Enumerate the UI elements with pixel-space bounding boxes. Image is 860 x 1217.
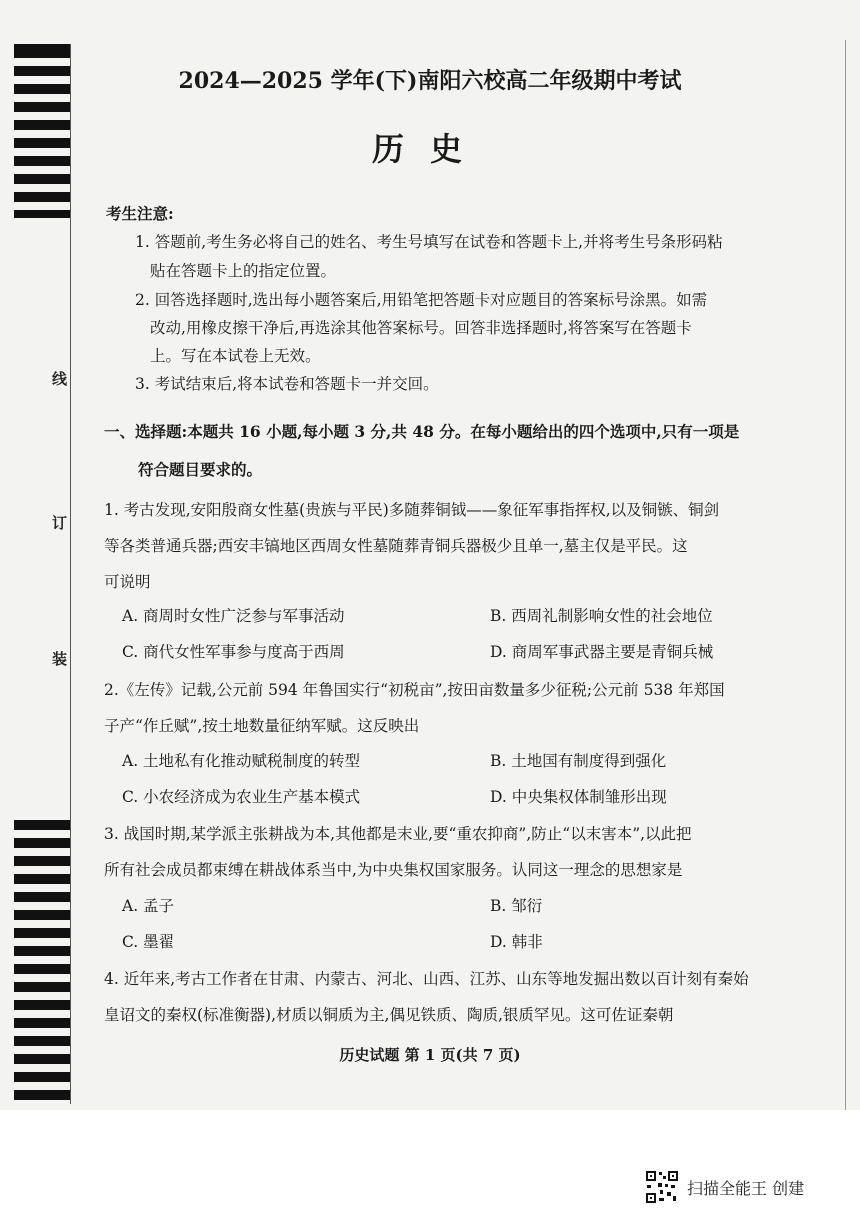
question-1-stem: 等各类普通兵器;西安丰镐地区西周女性墓随葬青铜兵器极少且单一,墓主仅是平民。这	[104, 537, 688, 555]
watermark-text: 扫描全能王 创建	[687, 1178, 805, 1198]
notice-line: 改动,用橡皮擦干净后,再选涂其他答案标号。回答非选择题时,将答案写在答题卡	[150, 319, 692, 337]
question-1-stem: 1. 考古发现,安阳殷商女性墓(贵族与平民)多随葬铜钺——象征军事指挥权,以及铜镞、铜剑	[104, 501, 720, 519]
notice-line: 3. 考试结束后,将本试卷和答题卡一并交回。	[135, 375, 439, 393]
question-2-option-d: D. 中央集权体制雏形出现	[490, 788, 667, 806]
question-4-stem: 皇诏文的秦权(标准衡器),材质以铜质为主,偶见铁质、陶质,银质罕见。这可佐证秦朝	[104, 1006, 674, 1024]
question-1-option-b: B. 西周礼制影响女性的社会地位	[490, 607, 713, 625]
binding-mark-ding: 订	[52, 514, 68, 532]
scanner-watermark	[645, 1170, 804, 1204]
binding-mark-zhuang: 装	[52, 650, 68, 668]
section-heading-cont: 符合题目要求的。	[138, 460, 263, 479]
question-3-option-c: C. 墨翟	[122, 933, 175, 951]
question-3-option-b: B. 邹衍	[490, 897, 543, 915]
question-2-option-c: C. 小农经济成为农业生产基本模式	[122, 788, 361, 806]
page-edge-rule	[845, 40, 846, 1110]
question-3-stem: 3. 战国时期,某学派主张耕战为本,其他都是末业,要“重农抑商”,防止“以末害本”,以此把	[104, 825, 692, 843]
subject-title: 历史	[371, 130, 488, 168]
question-2-stem: 子产“作丘赋”,按土地数量征纳军赋。这反映出	[104, 717, 420, 735]
question-3-option-d: D. 韩非	[490, 933, 543, 951]
notice-line: 上。写在本试卷上无效。	[150, 347, 321, 365]
question-1-stem: 可说明	[104, 573, 151, 591]
notice-line: 贴在答题卡上的指定位置。	[150, 262, 337, 280]
notice-heading: 考生注意:	[106, 204, 174, 223]
notice-line: 2. 回答选择题时,选出每小题答案后,用铅笔把答题卡对应题目的答案标号涂黑。如需	[135, 291, 708, 309]
question-1-option-a: A. 商周时女性广泛参与军事活动	[122, 607, 345, 625]
page-footer: 历史试题 第 1 页(共 7 页)	[339, 1046, 521, 1064]
binding-mark-xian: 线	[52, 370, 68, 388]
question-2-option-b: B. 土地国有制度得到强化	[490, 752, 667, 770]
exam-title: 2024—2025 学年(下)南阳六校高二年级期中考试	[178, 68, 682, 94]
question-4-stem: 4. 近年来,考古工作者在甘肃、内蒙古、河北、山西、江苏、山东等地发掘出数以百计刻有秦始	[104, 970, 749, 988]
binding-line	[70, 44, 71, 1104]
question-1-option-d: D. 商周军事武器主要是青铜兵械	[490, 643, 714, 661]
section-heading: 一、选择题:本题共 16 小题,每小题 3 分,共 48 分。在每小题给出的四个选项中,只有一项是	[104, 422, 740, 441]
qr-code-icon	[645, 1170, 679, 1204]
question-2-stem: 2.《左传》记载,公元前 594 年鲁国实行“初税亩”,按田亩数量多少征税;公元前 538 年郑国	[104, 681, 725, 699]
question-1-option-c: C. 商代女性军事参与度高于西周	[122, 643, 345, 661]
notice-line: 1. 答题前,考生务必将自己的姓名、考生号填写在试卷和答题卡上,并将考生号条形码粘	[135, 233, 723, 251]
question-2-option-a: A. 土地私有化推动赋税制度的转型	[122, 752, 361, 770]
binding-stripes	[14, 44, 70, 1104]
question-3-option-a: A. 孟子	[122, 897, 175, 915]
question-3-stem: 所有社会成员都束缚在耕战体系当中,为中央集权国家服务。认同这一理念的思想家是	[104, 861, 683, 879]
